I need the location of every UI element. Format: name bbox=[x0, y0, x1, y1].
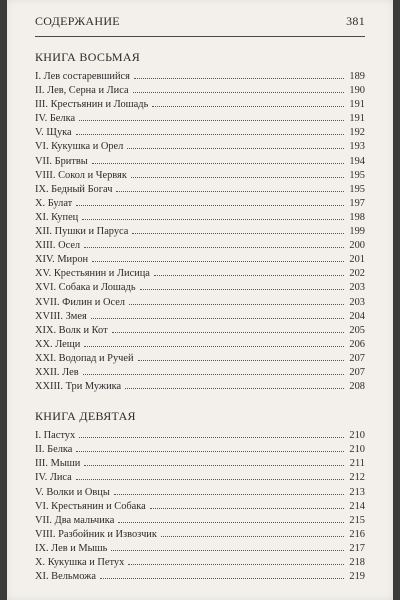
dot-leader bbox=[140, 289, 344, 290]
dot-leader bbox=[84, 247, 344, 248]
toc-entry-page: 197 bbox=[349, 197, 365, 209]
dot-leader bbox=[154, 275, 344, 276]
toc-entry-title: I. Пастух bbox=[35, 430, 76, 442]
toc-entry-page: 201 bbox=[349, 254, 365, 266]
dot-leader bbox=[76, 479, 344, 480]
toc-entry-title: XVI. Собака и Лошадь bbox=[35, 282, 136, 294]
toc-entry-page: 199 bbox=[349, 226, 365, 238]
dot-leader bbox=[111, 550, 344, 551]
toc-entry-title: XI. Вельможа bbox=[35, 571, 96, 583]
toc-entry-title: XIX. Волк и Кот bbox=[35, 324, 108, 336]
toc-entry-title: XVIII. Змея bbox=[35, 310, 87, 322]
toc-entry bbox=[35, 253, 365, 267]
toc-list-book-eight bbox=[35, 70, 365, 394]
dot-leader bbox=[138, 360, 344, 361]
toc-entry bbox=[35, 225, 365, 239]
toc-entry-title: XIII. Осел bbox=[35, 240, 81, 252]
toc-entry bbox=[35, 352, 365, 366]
toc-entry bbox=[35, 211, 365, 225]
toc-entry-title: III. Мыши bbox=[35, 458, 81, 470]
toc-entry-title: IV. Белка bbox=[35, 113, 76, 125]
dot-leader bbox=[84, 465, 344, 466]
dot-leader bbox=[150, 508, 344, 509]
toc-entry bbox=[35, 443, 365, 457]
dot-leader bbox=[152, 106, 344, 107]
toc-entry bbox=[35, 514, 365, 528]
toc-entry bbox=[35, 528, 365, 542]
toc-entry-page: 191 bbox=[349, 113, 365, 125]
toc-entry-title: IX. Лев и Мышь bbox=[35, 542, 108, 554]
toc-entry bbox=[35, 324, 365, 338]
toc-entry bbox=[35, 169, 365, 183]
toc-entry-title: XX. Лещи bbox=[35, 338, 81, 350]
dot-leader bbox=[114, 494, 344, 495]
toc-entry-page: 214 bbox=[349, 500, 365, 512]
toc-entry bbox=[35, 281, 365, 295]
dot-leader bbox=[129, 304, 344, 305]
dot-leader bbox=[112, 332, 344, 333]
toc-entry-title: VIII. Сокол и Червяк bbox=[35, 169, 127, 181]
toc-entry-title: XXIII. Три Мужика bbox=[35, 381, 122, 393]
section-title-book-eight: КНИГА ВОСЬМАЯ bbox=[35, 50, 141, 64]
toc-entry-page: 215 bbox=[349, 514, 365, 526]
dot-leader bbox=[92, 163, 344, 164]
toc-entry bbox=[35, 429, 365, 443]
toc-entry bbox=[35, 112, 365, 126]
toc-entry-page: 193 bbox=[349, 141, 365, 153]
toc-entry bbox=[35, 98, 365, 112]
book-page bbox=[7, 0, 393, 600]
toc-entry-title: VI. Кукушка и Орел bbox=[35, 141, 124, 153]
toc-entry-page: 210 bbox=[349, 444, 365, 456]
toc-entry bbox=[35, 570, 365, 584]
toc-entry-page: 194 bbox=[349, 155, 365, 167]
section-title-book-nine: КНИГА ДЕВЯТАЯ bbox=[35, 409, 136, 424]
toc-entry bbox=[35, 457, 365, 471]
toc-entry-title: IV. Лиса bbox=[35, 472, 72, 484]
toc-entry-page: 203 bbox=[349, 282, 365, 294]
toc-entry-page: 195 bbox=[349, 183, 365, 195]
toc-entry-page: 211 bbox=[349, 458, 365, 470]
toc-entry-title: I. Лев состаревшийся bbox=[35, 71, 130, 82]
toc-entry bbox=[35, 542, 365, 556]
toc-entry-page: 204 bbox=[349, 310, 365, 322]
dot-leader bbox=[133, 92, 344, 93]
toc-entry bbox=[35, 296, 365, 310]
dot-leader bbox=[127, 148, 344, 149]
toc-entry-title: VII. Бритвы bbox=[35, 155, 88, 167]
toc-entry-page: 195 bbox=[349, 169, 365, 181]
toc-entry-title: V. Волки и Овцы bbox=[35, 486, 110, 498]
toc-entry bbox=[35, 140, 365, 154]
toc-entry-page: 200 bbox=[349, 240, 365, 252]
toc-entry-page: 212 bbox=[349, 472, 365, 484]
dot-leader bbox=[134, 78, 344, 79]
dot-leader bbox=[84, 346, 344, 347]
dot-leader bbox=[79, 120, 344, 121]
dot-leader bbox=[131, 177, 344, 178]
running-title: СОДЕРЖАНИЕ bbox=[35, 14, 120, 28]
toc-entry bbox=[35, 197, 365, 211]
toc-entry-page: 207 bbox=[349, 352, 365, 364]
toc-entry-page: 190 bbox=[349, 85, 365, 97]
toc-entry bbox=[35, 338, 365, 352]
toc-entry bbox=[35, 310, 365, 324]
toc-entry bbox=[35, 267, 365, 281]
toc-entry-title: VII. Два мальчика bbox=[35, 514, 115, 526]
toc-entry bbox=[35, 70, 365, 84]
toc-entry bbox=[35, 500, 365, 514]
dot-leader bbox=[76, 134, 344, 135]
toc-entry-title: XII. Пушки и Паруса bbox=[35, 226, 129, 238]
toc-entry-title: X. Кукушка и Петух bbox=[35, 557, 125, 568]
toc-entry-page: 206 bbox=[349, 338, 365, 350]
toc-entry-page: 189 bbox=[349, 71, 365, 82]
toc-entry-title: X. Булат bbox=[35, 197, 73, 209]
toc-list-book-nine bbox=[35, 429, 365, 584]
toc-entry-page: 207 bbox=[349, 366, 365, 378]
dot-leader bbox=[79, 437, 344, 438]
dot-leader bbox=[83, 374, 344, 375]
dot-leader bbox=[76, 205, 344, 206]
toc-entry-page: 218 bbox=[349, 557, 365, 568]
page-header bbox=[35, 14, 365, 37]
toc-entry-page: 219 bbox=[349, 571, 365, 583]
dot-leader bbox=[116, 191, 344, 192]
toc-entry-page: 203 bbox=[349, 296, 365, 308]
toc-entry bbox=[35, 84, 365, 98]
toc-entry-title: XVII. Филин и Осел bbox=[35, 296, 125, 308]
dot-leader bbox=[125, 388, 344, 389]
toc-content bbox=[35, 14, 365, 584]
toc-entry bbox=[35, 471, 365, 485]
dot-leader bbox=[76, 451, 344, 452]
toc-entry-title: XXII. Лев bbox=[35, 366, 79, 378]
toc-entry-title: XIV. Мирон bbox=[35, 254, 89, 266]
toc-entry-title: VI. Крестьянин и Собака bbox=[35, 500, 146, 512]
dot-leader bbox=[132, 233, 344, 234]
toc-entry bbox=[35, 366, 365, 380]
toc-entry-title: II. Лев, Серна и Лиса bbox=[35, 85, 129, 97]
toc-entry-title: XV. Крестьянин и Лисица bbox=[35, 268, 150, 280]
toc-entry-page: 198 bbox=[349, 211, 365, 223]
dot-leader bbox=[91, 318, 344, 319]
dot-leader bbox=[92, 261, 344, 262]
toc-entry-page: 210 bbox=[349, 430, 365, 442]
dot-leader bbox=[128, 564, 344, 565]
toc-entry-title: XXI. Водопад и Ручей bbox=[35, 352, 134, 364]
toc-entry-page: 192 bbox=[349, 127, 365, 139]
toc-entry-title: III. Крестьянин и Лошадь bbox=[35, 99, 149, 111]
toc-entry bbox=[35, 380, 365, 394]
toc-entry bbox=[35, 183, 365, 197]
toc-entry bbox=[35, 239, 365, 253]
toc-entry bbox=[35, 556, 365, 570]
toc-entry-page: 191 bbox=[349, 99, 365, 111]
toc-entry-page: 213 bbox=[349, 486, 365, 498]
dot-leader bbox=[100, 578, 344, 579]
toc-entry-title: VIII. Разбойник и Извозчик bbox=[35, 528, 157, 540]
dot-leader bbox=[118, 522, 344, 523]
toc-entry bbox=[35, 126, 365, 140]
page-number: 381 bbox=[346, 14, 365, 28]
toc-entry-title: XI. Купец bbox=[35, 211, 79, 223]
toc-entry-page: 202 bbox=[349, 268, 365, 280]
toc-entry-page: 216 bbox=[349, 528, 365, 540]
toc-entry bbox=[35, 486, 365, 500]
toc-entry-page: 208 bbox=[349, 381, 365, 393]
toc-entry-title: II. Белка bbox=[35, 444, 73, 456]
toc-entry bbox=[35, 155, 365, 169]
toc-entry-title: V. Щука bbox=[35, 127, 72, 139]
toc-entry-title: IX. Бедный Богач bbox=[35, 183, 113, 195]
toc-entry-page: 217 bbox=[349, 542, 365, 554]
dot-leader bbox=[82, 219, 344, 220]
dot-leader bbox=[161, 536, 344, 537]
toc-entry-page: 205 bbox=[349, 324, 365, 336]
